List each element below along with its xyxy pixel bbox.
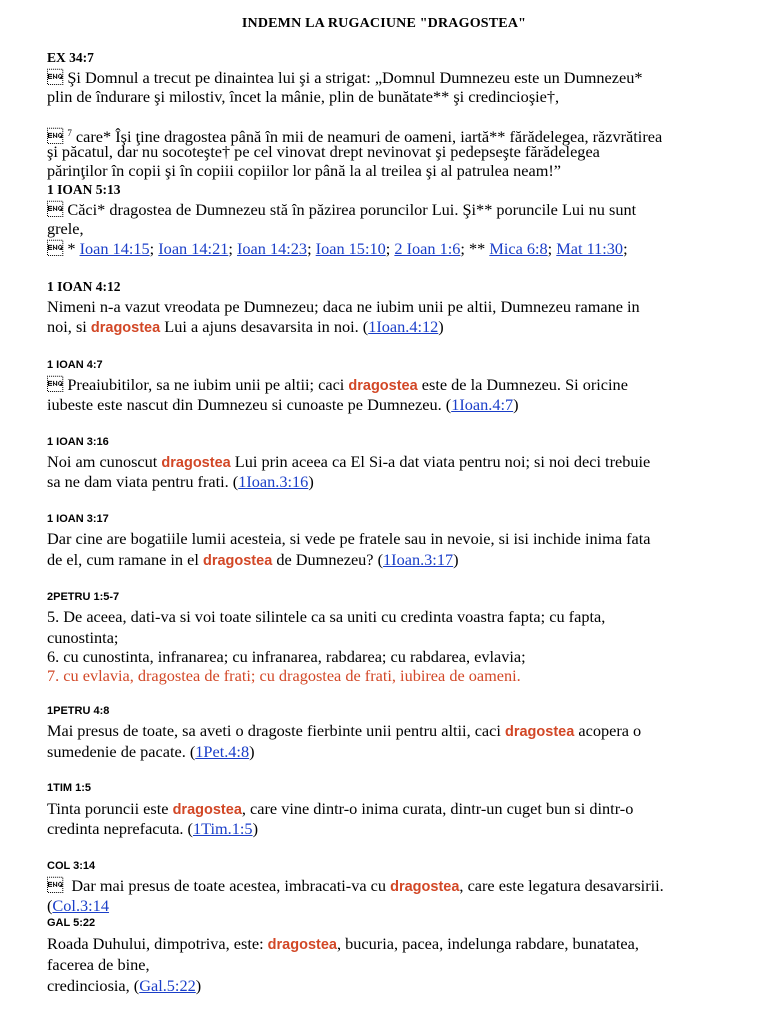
xref-link[interactable]: Ioan 14:21: [158, 239, 229, 258]
verse-ref-col-3-14: COL 3:14: [47, 860, 96, 872]
verse-link[interactable]: Gal.5:22: [139, 976, 196, 995]
cross-references:  * Ioan 14:15; Ioan 14:21; Ioan 14:23; Ioan 15:10; 2 Ioan 1:6; ** Mica 6:8; Mat 11:30;: [47, 239, 628, 258]
verse-text: Nimeni n-a vazut vreodata pe Dumnezeu; daca ne iubim unii pe altii, Dumnezeu ramane in: [47, 297, 640, 316]
verse-link[interactable]: 1Ioan.4:7: [451, 395, 514, 414]
verse-text: şi păcatul, dar nu socoteşte† pe cel vinovat drept nevinovat şi pedepseşte fărădelegea: [47, 142, 600, 161]
verse-ref-1-petru-4-8: 1PETRU 4:8: [47, 705, 110, 717]
xref-link[interactable]: Mat 11:30: [556, 239, 624, 258]
highlight-dragostea: dragostea: [390, 879, 460, 895]
verse-text: Roada Duhului, dimpotriva, este: dragostea, bucuria, pacea, indelunga rabdare, bunatatea,: [47, 934, 639, 953]
verse-text:  Şi Domnul a trecut pe dinaintea lui şi a strigat: „Domnul Dumnezeu este un Dumnezeu*: [47, 68, 643, 87]
verse-text:  $^7$ care* Îşi ţine dragostea până în mii de neamuri de oameni, iartă** fărădelegea, răzvrătirea: [47, 127, 663, 146]
verse-text:  Căci* dragostea de Dumnezeu stă în păzirea poruncilor Lui. Şi** poruncile Lui nu sunt: [47, 200, 637, 219]
highlight-dragostea: dragostea: [161, 455, 231, 471]
verse-text: Dar cine are bogatiile lumii acesteia, si vede pe fratele sau in nevoie, si isi inchide inima fata: [47, 529, 651, 548]
verse-text:  Dar mai presus de toate acestea, imbracati-va cu dragostea, care este legatura desavarsirii.: [47, 876, 664, 895]
verse-text: iubeste este nascut din Dumnezeu si cunoaste pe Dumnezeu. (1Ioan.4:7): [47, 395, 519, 414]
verse-ref-gal-5-22: GAL 5:22: [47, 917, 96, 929]
verse-text: Noi am cunoscut dragostea Lui prin aceea ca El Si-a dat viata pentru noi; si noi deci trebuie: [47, 452, 651, 471]
xref-link[interactable]: Mica 6:8: [489, 239, 548, 258]
verse-link[interactable]: 1Pet.4:8: [195, 742, 250, 761]
verse-text: de el, cum ramane in el dragostea de Dumnezeu? (1Ioan.3:17): [47, 550, 459, 569]
xref-link[interactable]: Ioan 14:15: [79, 239, 150, 258]
verse-text: credinta neprefacuta. (1Tim.1:5): [47, 819, 258, 838]
highlight-dragostea: dragostea: [90, 320, 161, 336]
verse-text: Mai presus de toate, sa aveti o dragoste fierbinte unii pentru altii, caci dragostea acopera o: [47, 721, 642, 740]
verse-link[interactable]: Col.3:14: [52, 896, 109, 915]
verse-ref-1-ioan-4-12: 1 IOAN 4:12: [47, 279, 121, 294]
verse-text: sumedenie de pacate. (1Pet.4:8): [47, 742, 255, 761]
verse-link[interactable]: 1Tim.1:5: [192, 819, 253, 838]
verse-text: părinţilor în copii şi în copiii copiilor lor până la al treilea şi al patrulea neam!”: [47, 161, 562, 180]
verse-ref-1-ioan-3-17: 1 IOAN 3:17: [47, 513, 109, 525]
verse-ref-1-ioan-3-16: 1 IOAN 3:16: [47, 436, 109, 448]
highlight-dragostea: dragostea: [348, 378, 418, 394]
xref-link[interactable]: 2 Ioan 1:6: [394, 239, 461, 258]
page-title: INDEMN LA RUGACIUNE "DRAGOSTEA": [241, 16, 527, 31]
verse-link[interactable]: 1Ioan.3:17: [383, 550, 454, 569]
verse-text:  Preaiubitilor, sa ne iubim unii pe altii; caci dragostea este de la Dumnezeu. Si oricine: [47, 375, 628, 394]
verse-text: 6. cu cunostinta, infranarea; cu infranarea, rabdarea; cu rabdarea, evlavia;: [47, 647, 526, 666]
verse-text: noi, si dragostea Lui a ajuns desavarsita in noi. (1Ioan.4:12): [47, 317, 444, 336]
verse-link[interactable]: 1Ioan.3:16: [238, 472, 309, 491]
verse-text: sa ne dam viata pentru frati. (1Ioan.3:16): [47, 472, 314, 491]
verse-link[interactable]: 1Ioan.4:12: [368, 317, 439, 336]
verse-ref-ex-34-7: EX 34:7: [47, 50, 94, 65]
verse-ref-1-ioan-5-13: 1 IOAN 5:13: [47, 182, 121, 197]
highlight-dragostea: dragostea: [172, 802, 242, 818]
verse-text: (Col.3:14: [47, 896, 109, 915]
xref-link[interactable]: Ioan 15:10: [315, 239, 386, 258]
verse-ref-2-petru-1-5-7: 2PETRU 1:5-7: [47, 591, 120, 603]
verse-text: cunostinta;: [47, 628, 119, 647]
highlight-dragostea: dragostea: [202, 553, 273, 569]
verse-ref-1-tim-1-5: 1TIM 1:5: [47, 782, 92, 794]
verse-text: facerea de bine,: [47, 955, 150, 974]
verse-ref-1-ioan-4-7: 1 IOAN 4:7: [47, 359, 103, 371]
verse-text-highlighted: 7. cu evlavia, dragostea de frati; cu dragostea de frati, iubirea de oameni.: [47, 666, 521, 685]
verse-text: grele,: [47, 219, 84, 238]
highlight-dragostea: dragostea: [267, 937, 337, 953]
verse-text: plin de îndurare şi milostiv, încet la mânie, plin de bunătate** şi credincioşie†,: [47, 87, 560, 106]
verse-text: 5. De aceea, dati-va si voi toate silintele ca sa uniti cu credinta voastra fapta; cu fapta,: [47, 607, 606, 626]
verse-text: Tinta poruncii este dragostea, care vine dintr-o inima curata, dintr-un cuget bun si dintr-o: [47, 799, 634, 818]
highlight-dragostea: dragostea: [504, 724, 575, 740]
verse-text: credinciosia, (Gal.5:22): [47, 976, 202, 995]
xref-link[interactable]: Ioan 14:23: [236, 239, 308, 258]
